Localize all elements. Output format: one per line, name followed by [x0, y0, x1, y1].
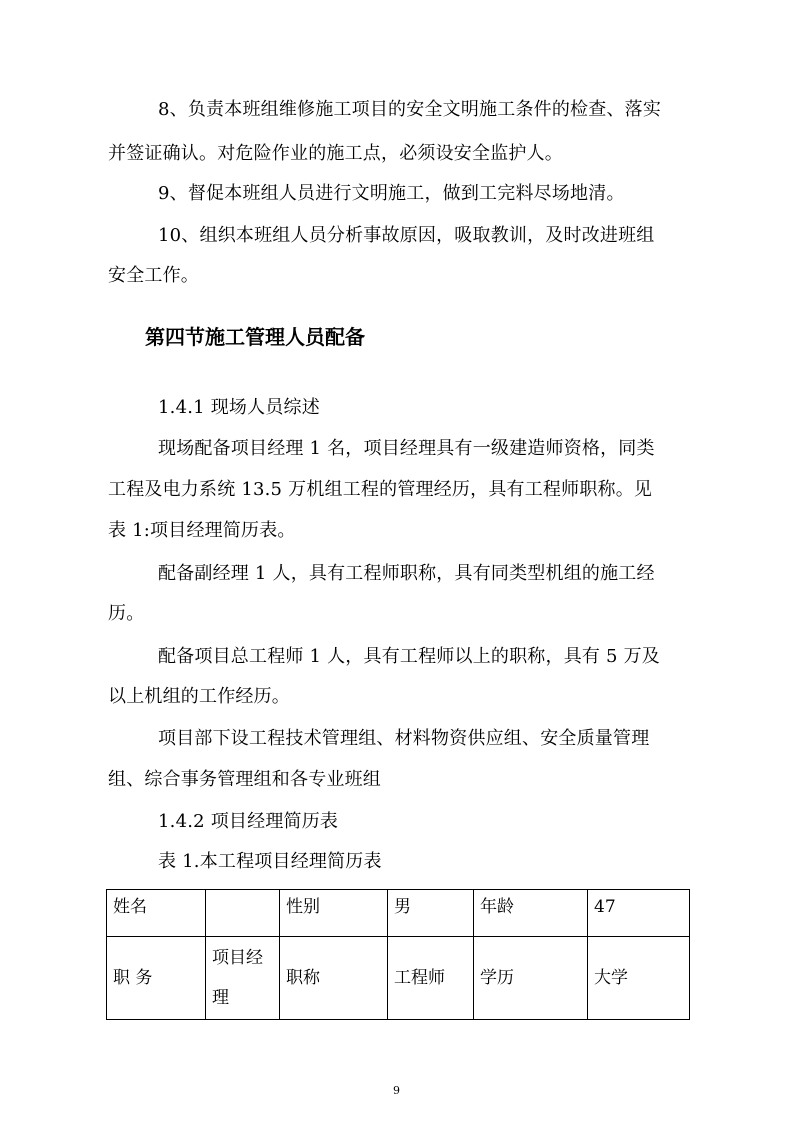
table-cell-title-value: 工程师 [388, 937, 474, 1020]
table-cell-name-value [206, 890, 280, 937]
table-cell-education-label: 学历 [474, 937, 588, 1020]
deputy-manager-line-2: 历。 [108, 603, 145, 624]
departments-line-2: 组、综合事务管理组和各专业班组 [108, 769, 381, 790]
section-title: 第四节施工管理人员配备 [145, 325, 365, 349]
table-cell-position-value: 项目经理 [206, 937, 280, 1020]
table-cell-education-value: 大学 [588, 937, 690, 1020]
table-cell-title-label: 职称 [280, 937, 388, 1020]
staff-summary-line-1: 现场配备项目经理 1 名，项目经理具有一级建造师资格，同类 [158, 438, 655, 459]
paragraph-8-line-2: 并签证确认。对危险作业的施工点，必须设安全监护人。 [108, 143, 563, 164]
table-caption: 表 1.本工程项目经理简历表 [158, 851, 382, 872]
manager-resume-table [106, 889, 690, 1020]
table-row [107, 890, 690, 937]
table-cell-name-label: 姓名 [107, 890, 206, 937]
chief-engineer-line-1: 配备项目总工程师 1 人，具有工程师以上的职称，具有 5 万及 [158, 646, 660, 667]
staff-summary-line-3: 表 1:项目经理简历表。 [108, 520, 296, 541]
page-number: 9 [393, 1084, 400, 1097]
table-cell-position-label: 职 务 [107, 937, 206, 1020]
table-cell-age-label: 年龄 [474, 890, 588, 937]
table-cell-gender-label: 性别 [280, 890, 388, 937]
deputy-manager-line-1: 配备副经理 1 人，具有工程师职称，具有同类型机组的施工经 [158, 563, 655, 584]
subsection-1-4-1: 1.4.1 现场人员综述 [158, 397, 320, 418]
staff-summary-line-2: 工程及电力系统 13.5 万机组工程的管理经历，具有工程师职称。见 [108, 479, 653, 500]
paragraph-9: 9、督促本班组人员进行文明施工，做到工完料尽场地清。 [158, 183, 625, 204]
table-cell-gender-value: 男 [388, 890, 474, 937]
subsection-1-4-2: 1.4.2 项目经理简历表 [158, 811, 339, 832]
paragraph-10-line-2: 安全工作。 [108, 265, 199, 286]
table-row [107, 937, 690, 1020]
paragraph-8-line-1: 8、负责本班组维修施工项目的安全文明施工条件的检查、落实 [158, 99, 662, 120]
paragraph-10-line-1: 10、组织本班组人员分析事故原因，吸取教训，及时改进班组 [158, 225, 655, 246]
table-cell-age-value: 47 [588, 890, 690, 937]
departments-line-1: 项目部下设工程技术管理组、材料物资供应组、安全质量管理 [158, 728, 650, 749]
chief-engineer-line-2: 以上机组的工作经历。 [108, 686, 290, 707]
